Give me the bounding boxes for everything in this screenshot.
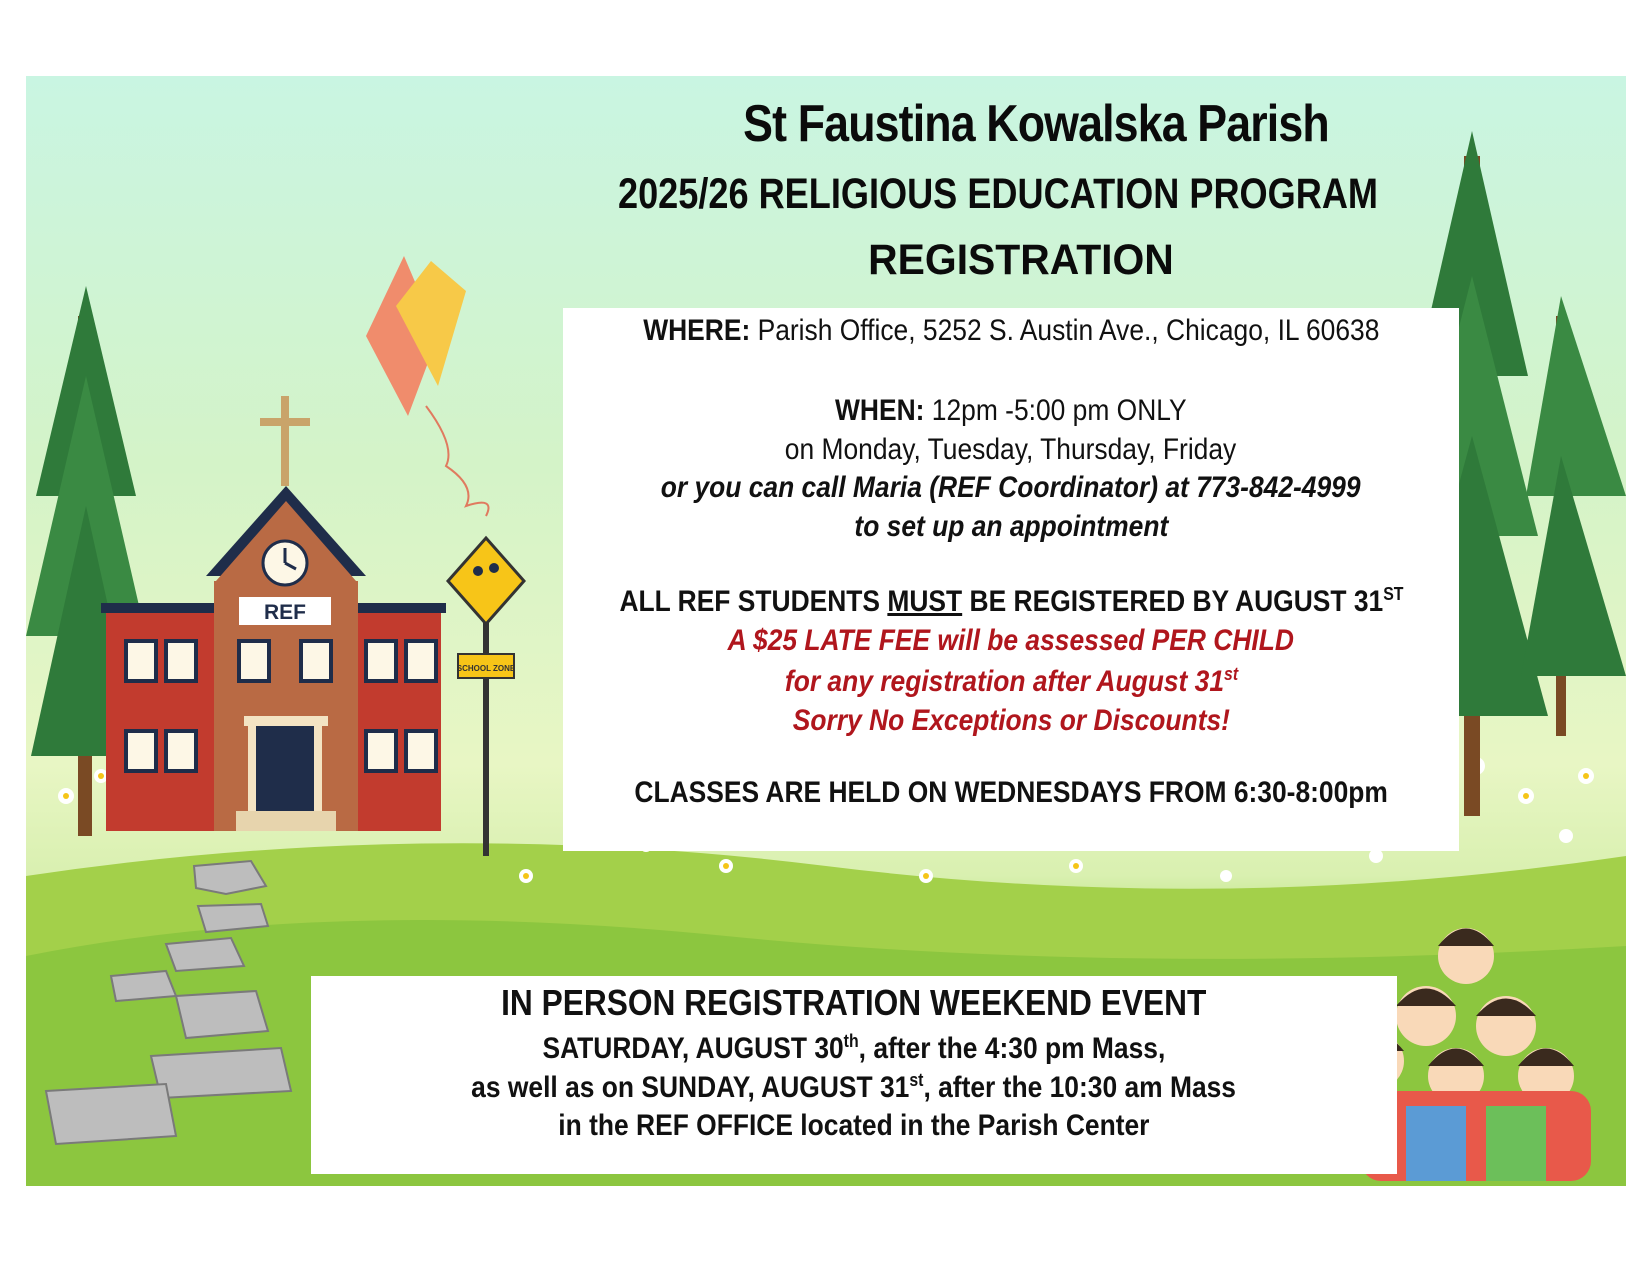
no-exceptions-line: Sorry No Exceptions or Discounts!	[792, 704, 1230, 737]
late-fee-line: A $25 LATE FEE will be assessed PER CHILD	[727, 624, 1295, 657]
event-line-2-sup: st	[909, 1070, 924, 1090]
deadline-pre: ALL REF STUDENTS	[619, 585, 887, 618]
event-line-1-sup: th	[843, 1031, 859, 1051]
event-line-1-pre: SATURDAY, AUGUST 30	[542, 1032, 844, 1065]
appointment-line: to set up an appointment	[854, 510, 1168, 543]
school-zone-label: SCHOOL ZONE	[456, 664, 516, 673]
flyer	[26, 76, 1626, 1186]
where-line	[563, 314, 1459, 348]
event-line-1-post: , after the 4:30 pm Mass,	[858, 1032, 1166, 1065]
late-fee-line-2	[563, 664, 1459, 699]
kite-illustration	[366, 256, 489, 516]
deadline-line	[563, 584, 1459, 619]
when-label: WHEN:	[835, 394, 925, 427]
ref-sign: REF	[264, 601, 306, 624]
registration-info-box	[563, 308, 1459, 851]
where-label: WHERE:	[642, 314, 750, 347]
event-line-2-pre: as well as on SUNDAY, AUGUST 31	[471, 1071, 910, 1104]
where-value: Parish Office, 5252 S. Austin Ave., Chicago, IL 60638	[757, 314, 1380, 347]
parish-name: St Faustina Kowalska Parish	[743, 95, 1329, 153]
event-line-3: in the REF OFFICE located in the Parish Center	[558, 1109, 1150, 1142]
classes-line: CLASSES ARE HELD ON WEDNESDAYS FROM 6:30-8:00pm	[634, 776, 1388, 809]
late-fee-line-2-text: for any registration after August 31	[784, 665, 1224, 698]
event-line-1	[311, 1031, 1397, 1066]
weekend-event-box	[311, 976, 1397, 1174]
event-line-2	[311, 1070, 1397, 1105]
deadline-post: BE REGISTERED BY AUGUST 31	[961, 585, 1383, 618]
late-fee-line-2-sup: st	[1223, 664, 1238, 684]
call-line: or you can call Maria (REF Coordinator) at 773-842-4999	[661, 471, 1361, 504]
event-line-2-post: , after the 10:30 am Mass	[923, 1071, 1237, 1104]
school-zone-sign	[448, 538, 524, 856]
deadline-sup: ST	[1382, 584, 1403, 604]
when-line	[563, 394, 1459, 428]
event-title: IN PERSON REGISTRATION WEEKEND EVENT	[501, 982, 1207, 1023]
program-title: 2025/26 RELIGIOUS EDUCATION PROGRAM	[618, 170, 1379, 218]
deadline-must: MUST	[886, 585, 962, 618]
when-value: 12pm -5:00 pm ONLY	[931, 394, 1187, 427]
registration-heading: REGISTRATION	[868, 236, 1174, 284]
days-line: on Monday, Tuesday, Thursday, Friday	[785, 433, 1237, 466]
